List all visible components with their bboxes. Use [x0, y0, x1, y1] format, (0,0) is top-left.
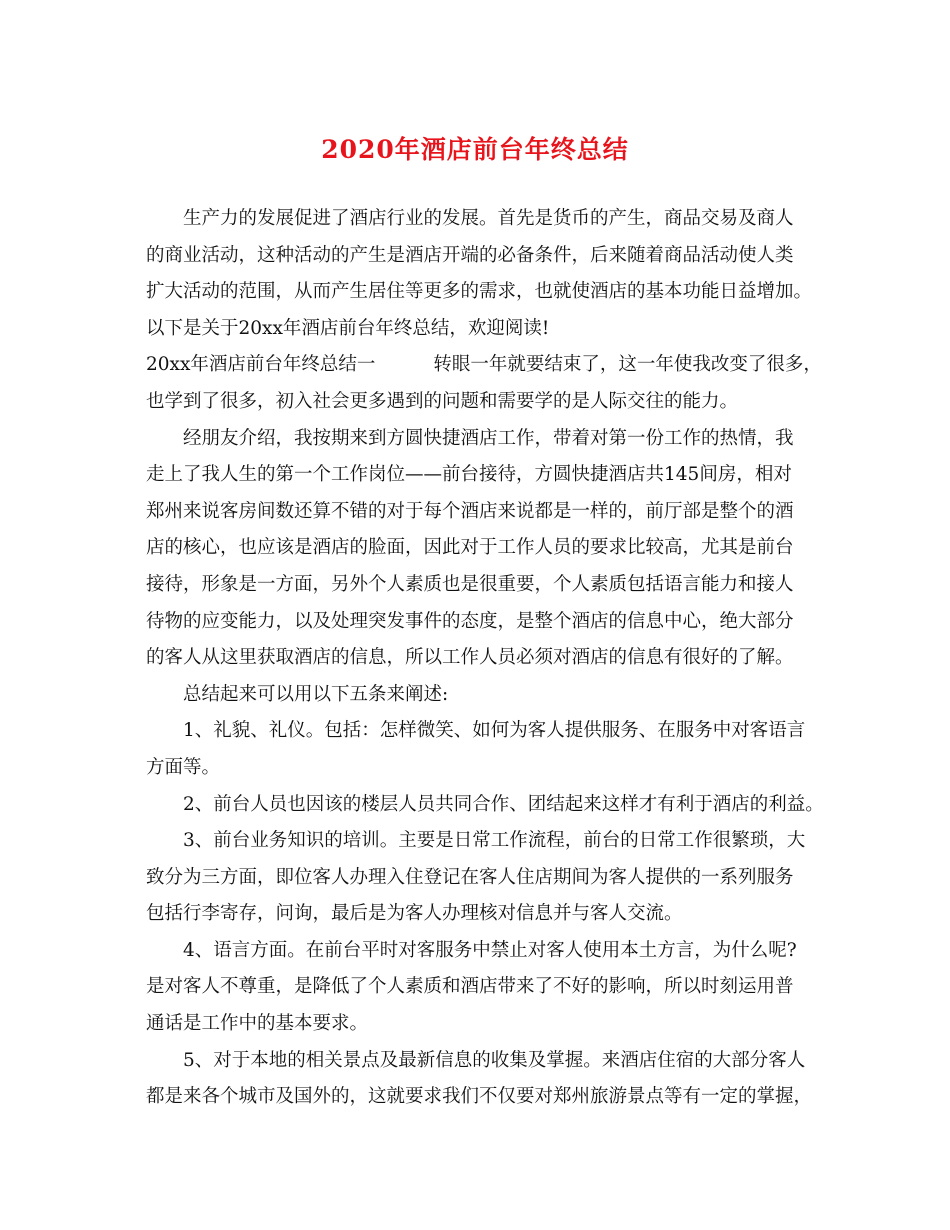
list-item-line: 方面等。: [146, 756, 221, 778]
paragraph-line: 扩大活动的范围，从而产生居住等更多的需求，也就使酒店的基本功能日益增加。: [146, 281, 813, 303]
list-item-line: 致分为三方面，即位客人办理入住登记在客人住店期间为客人提供的一系列服务: [146, 866, 794, 888]
list-item-line: 4、语言方面。在前台平时对客服务中禁止对客人使用本土方言，为什么呢?: [183, 939, 797, 961]
list-item-line: 都是来各个城市及国外的，这就要求我们不仅要对郑州旅游景点等有一定的掌握，: [146, 1086, 813, 1108]
list-item-line: 1、礼貌、礼仪。包括：怎样微笑、如何为客人提供服务、在服务中对客语言: [183, 720, 806, 742]
paragraph-line: 待物的应变能力，以及处理突发事件的态度，是整个酒店的信息中心，绝大部分: [146, 610, 794, 632]
paragraph-line: 的客人从这里获取酒店的信息，所以工作人员必须对酒店的信息有很好的了解。: [146, 647, 794, 669]
section-heading: 20xx年酒店前台年终总结一: [146, 354, 376, 376]
document-title: 2020年酒店前台年终总结: [321, 135, 629, 164]
list-item-line: 2、前台人员也因该的楼层人员共同合作、团结起来这样才有利于酒店的利益。: [183, 793, 824, 815]
list-item-line: 包括行李寄存，问询，最后是为客人办理核对信息并与客人交流。: [146, 903, 683, 925]
list-item-line: 3、前台业务知识的培训。主要是日常工作流程，前台的日常工作很繁琐，大: [183, 830, 806, 852]
paragraph-line: 接待，形象是一方面，另外个人素质也是很重要，个人素质包括语言能力和接人: [146, 573, 794, 595]
paragraph-line: 郑州来说客房间数还算不错的对于每个酒店来说都是一样的，前厅部是整个的酒: [146, 500, 794, 522]
paragraph-line: 店的核心，也应该是酒店的脸面，因此对于工作人员的要求比较高，尤其是前台: [146, 537, 794, 559]
list-item-line: 是对客人不尊重，是降低了个人素质和酒店带来了不好的影响，所以时刻运用普: [146, 976, 794, 998]
paragraph-line: 的商业活动，这种活动的产生是酒店开端的必备条件，后来随着商品活动使人类: [146, 244, 794, 266]
paragraph-line: 总结起来可以用以下五条来阐述:: [183, 683, 449, 705]
document-body: [146, 201, 826, 1116]
list-item-line: 通话是工作中的基本要求。: [146, 1013, 369, 1035]
list-item-line: 5、对于本地的相关景点及最新信息的收集及掌握。来酒店住宿的大部分客人: [183, 1049, 806, 1071]
paragraph-line: 以下是关于20xx年酒店前台年终总结，欢迎阅读!: [146, 317, 550, 339]
paragraph-line: 也学到了很多，初入社会更多遇到的问题和需要学的是人际交往的能力。: [146, 390, 739, 412]
paragraph-line: 走上了我人生的第一个工作岗位——前台接待，方圆快捷酒店共145间房，相对: [146, 464, 792, 486]
paragraph-line-split: [146, 347, 826, 384]
paragraph-line: 生产力的发展促进了酒店行业的发展。首先是货币的产生，商品交易及商人: [183, 208, 794, 229]
paragraph-text: 转眼一年就要结束了，这一年使我改变了很多，: [433, 354, 822, 376]
paragraph-line: 经朋友介绍，我按期来到方圆快捷酒店工作，带着对第一份工作的热情，我: [183, 427, 794, 449]
